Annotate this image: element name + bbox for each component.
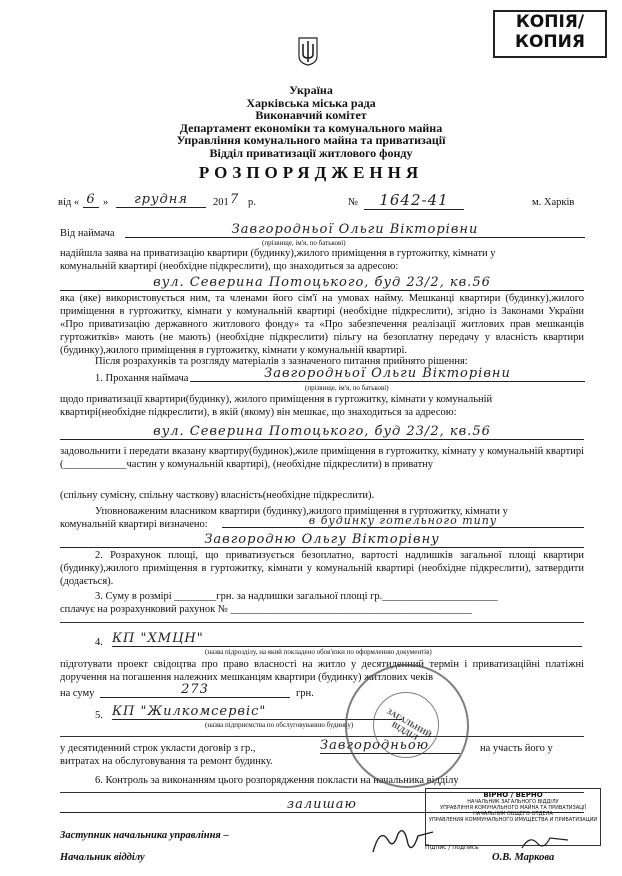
header-section: Відділ приватизації житлового фонду	[209, 145, 413, 160]
header-directorate: Управління комунального майна та приватизації	[176, 133, 446, 147]
verno-line-1: НАЧАЛЬНИК ЗАГАЛЬНОГО ВІДДІЛУ	[467, 799, 559, 805]
item3-blank-line	[60, 622, 584, 623]
owner-line-2: комунальній квартирі визначено:	[60, 519, 208, 530]
verno-line-4: УПРАВЛЕНИЯ КОММУНАЛЬНОГО ИМУЩЕСТВА И ПРИВАТИЗАЦИИ	[428, 817, 598, 823]
item5-company: КП "Жилкомсервіс"	[112, 704, 402, 720]
owner-handwritten-2: Завгородню Ольгу Вікторівну	[60, 532, 584, 548]
owner-handwritten-1: в будинку готельного типу	[222, 514, 584, 528]
signature-position-1: Заступник начальника управління –	[60, 830, 229, 841]
item2-text: 2. Розрахунок площі, що приватизується безоплатно, вартості надлишків загальної площі квартири (будинку),жилого приміщення в гуртожитку, кімнати у комунальній квартирі (необхідне підкреслити), затвердити (додається).	[60, 550, 584, 587]
copy-stamp-line2: КОПИЯ	[515, 32, 585, 52]
item4-sum-unit: грн.	[296, 688, 314, 699]
dateline-no-label: №	[348, 197, 359, 208]
owner-line-1: Уповноваженим власником квартири (будинку),жилого приміщення в гуртожитку, кімнати у	[95, 506, 508, 517]
item1-transfer-text: задовольнити і передати вказану квартиру(будинок),жиле приміщення в гуртожитку, кімнату у комунальній квартирі (____________частин у комунальній квартирі), (необхідне підкреслити) в приватну	[60, 446, 584, 470]
document-header	[110, 84, 512, 159]
item5-number: 5.	[95, 710, 103, 721]
item3-line-2: сплачує на розрахунковий рахунок № ______________________________________________	[60, 604, 472, 615]
dateline-mid: »	[103, 197, 109, 208]
item4-responsible: КП "ХМЦН"	[112, 631, 582, 647]
item1-label: 1. Прохання наймача	[95, 373, 189, 384]
dateline	[58, 191, 588, 210]
header-country: Україна	[289, 83, 333, 97]
tenant-name-hint: (прізвище, ім'я, по батькові)	[262, 239, 346, 247]
dateline-day: 6	[83, 192, 99, 208]
item4-hint: (назва підрозділу, на який покладено обов'язки по оформленню документів)	[205, 648, 432, 656]
item1-line-2: щодо приватизації квартири(будинку), жилого приміщення в гуртожитку, кімнати у комунальній	[60, 394, 493, 405]
verno-line-3: НАЧАЛЬНИК ОБЩЕГО ОТДЕЛА	[473, 811, 553, 817]
item3-line-1: 3. Суму в розмірі ________грн. за надлишки загальної площі гр.______________________	[95, 591, 498, 602]
header-department: Департамент економіки та комунального майна	[179, 120, 443, 135]
application-line-2: надійшла заява на приватизацію квартири (будинку),жилого приміщення в гуртожитку, кімнати у	[60, 248, 496, 259]
item6-handwritten: залишаю	[60, 797, 584, 813]
dateline-place: м. Харків	[532, 197, 575, 208]
dateline-from: від «	[58, 197, 80, 208]
item4-number: 4.	[95, 637, 103, 648]
item5-hint: (назва підприємства по обслуговуванню будинку)	[205, 721, 354, 729]
item1-name-hint: (прізвище, ім'я, по батькові)	[305, 384, 389, 392]
round-stamp-text: ЗАГАЛЬНИЙ ВІДДІЛ	[385, 706, 434, 742]
signature-position-2: Начальник відділу	[60, 852, 145, 863]
item4-sum-value: 273	[100, 682, 290, 698]
application-line-3: комунальній квартирі (необхідне підкреслити), що знаходиться за адресою:	[60, 261, 399, 272]
certification-stamp	[425, 788, 601, 846]
item4-sum-label: на суму	[60, 688, 95, 699]
item6-text: 6. Контроль за виконанням цього розпорядження покласти на начальника відділу	[95, 775, 459, 786]
copy-stamp	[493, 10, 607, 58]
verno-title: ВІРНО / ВЕРНО	[483, 791, 543, 799]
item1-line-3: квартирі(необхідне підкреслити), в якій (якому) він мешкає, що знаходиться за адресою:	[60, 407, 457, 418]
verno-signature-label: Підпис / подпись	[425, 844, 479, 851]
dateline-month: грудня	[116, 192, 206, 208]
copy-stamp-line1: КОПІЯ/	[515, 12, 585, 32]
verno-line-2: УПРАВЛІННЯ КОМУНАЛЬНОГО МАЙНА ТА ПРИВАТИЗАЦІЇ	[440, 805, 586, 811]
benefit-paragraph: яка (яке) використовується ним, та членами його сім'ї на умовах найму. Мешканці квартири (будинку),жилого приміщення в гуртожитку, кімнати у комунальній квартирі (необхідне підкреслити), згідно із Законами України «Про приватизацію державного житлового фонду» та «Про забезпечення реалізації житлових прав мешканців гуртожитків» мають (не мають) (необхідне підкреслити) пільгу на безоплатну передачу у власність квартири (будинку),жилого приміщення в гуртожитку, кімнати у комунальній квартирі.	[60, 293, 584, 356]
round-stamp	[345, 664, 469, 788]
dateline-year-end: р.	[248, 197, 256, 208]
item5-blank-line	[60, 736, 584, 737]
dateline-year-suffix: 7	[230, 192, 240, 207]
item5-text-a: у десятиденний строк укласти договір з гр.,	[60, 743, 256, 754]
item5-text-b: на участь його у	[480, 743, 553, 754]
document-title: РОЗПОРЯДЖЕННЯ	[198, 163, 424, 182]
header-exec-committee: Виконавчий комітет	[255, 108, 367, 122]
signer-name: О.В. Маркова	[492, 852, 555, 863]
verno-signature	[520, 832, 570, 852]
dateline-number: 1642-41	[364, 191, 464, 210]
coat-of-arms-icon	[297, 36, 319, 66]
tenant-name: Завгородньої Ольги Вікторівни	[125, 222, 585, 238]
from-tenant-label: Від наймача	[60, 228, 115, 239]
item1-address: вул. Северина Потоцького, буд 23/2, кв.56	[60, 424, 584, 440]
item5-text-c: витратах на обслуговування та ремонт будинку.	[60, 756, 273, 767]
decision-intro: Після розрахунків та розгляду матеріалів з зазначеного питання прийнято рішення:	[95, 356, 468, 367]
header-city-council: Харківська міська рада	[246, 95, 376, 110]
item1-tenant-name: Завгородньої Ольги Вікторівни	[190, 366, 585, 382]
item5-handwritten-name: Завгородньою	[320, 738, 460, 754]
item4-text: підготувати проект свідоцтва про право власності на житло у десятиденний термін і приватизаційні платіжні доручення на погашення належних мешканцям квартири (будинку) житлових чеків	[60, 659, 584, 683]
tenant-address: вул. Северина Потоцького, буд 23/2, кв.56	[60, 275, 584, 291]
dateline-year-prefix: 201	[213, 197, 229, 208]
item1-ownership: (спільну сумісну, спільну часткову) власність(необхідне підкреслити).	[60, 490, 375, 501]
